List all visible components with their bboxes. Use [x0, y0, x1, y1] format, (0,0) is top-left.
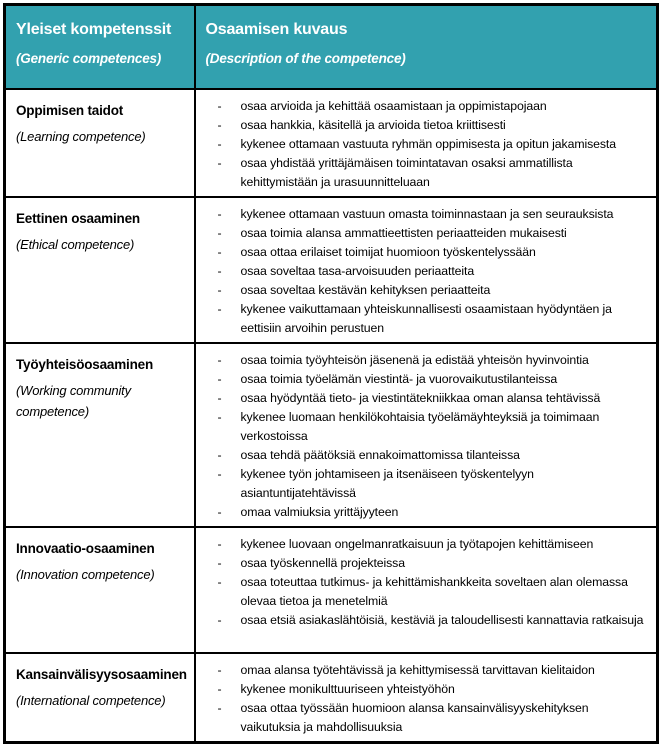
header-subtitle-en: (Description of the competence): [205, 51, 406, 66]
bullet-item: - osaa soveltaa kestävän kehityksen periaatteita: [196, 281, 651, 300]
competence-name-fi: Oppimisen taidot: [16, 102, 124, 118]
bullet-item: - omaa alansa työtehtävissä ja kehittymisessä tarvittavan kielitaidon: [196, 661, 651, 680]
bullet-item: - osaa toteuttaa tutkimus- ja kehittämishankkeita soveltaen alan olemassa olevaa tietoa ja menetelmiä: [196, 573, 651, 611]
bullet-item: - osaa yhdistää yrittäjämäisen toimintatavan osaksi ammatillista kehittymistään ja urasuunnitteluaan: [196, 154, 651, 192]
bullet-item: - kykenee ottamaan vastuun omasta toiminnastaan ja sen seurauksista: [196, 205, 651, 224]
competence-name-en: (Innovation competence): [16, 566, 155, 582]
bullet-item: - osaa arvioida ja kehittää osaamistaan ja oppimistapojaan: [196, 97, 651, 116]
bullet-item: - osaa työskennellä projekteissa: [196, 554, 651, 573]
competence-name-cell: [5, 197, 195, 343]
header-title-fi: Yleiset kompetenssit: [16, 21, 172, 38]
bullet-item: - kykenee ottamaan vastuuta ryhmän oppimisesta ja opitun jakamisesta: [196, 135, 651, 154]
competence-name-cell: [5, 343, 195, 527]
table-row: [5, 527, 658, 653]
header-title-fi: Osaamisen kuvaus: [205, 21, 348, 38]
bullet-item: - kykenee työn johtamiseen ja itsenäiseen työskentelyyn asiantuntijatehtävissä: [196, 465, 651, 503]
bullet-item: - osaa toimia työelämän viestintä- ja vuorovaikutustilanteissa: [196, 370, 651, 389]
table-row: [5, 197, 658, 343]
competence-description-cell: [195, 343, 658, 527]
competence-name-cell: [5, 527, 195, 653]
header-subtitle-en: (Generic competences): [16, 51, 162, 66]
bullet-list: [196, 97, 651, 192]
bullet-item: - osaa toimia työyhteisön jäsenenä ja edistää yhteisön hyvinvointia: [196, 351, 651, 370]
competence-name-en: (International competence): [16, 692, 166, 708]
competence-name-fi: Eettinen osaaminen: [16, 210, 140, 226]
bullet-item: - kykenee monikulttuuriseen yhteistyöhön: [196, 680, 651, 699]
header-cell-description: [195, 5, 658, 89]
bullet-item: - osaa etsiä asiakaslähtöisiä, kestäviä ja taloudellisesti kannattavia ratkaisuja: [196, 611, 651, 630]
competence-name-fi: Innovaatio-osaaminen: [16, 540, 155, 556]
table-row: [5, 343, 658, 527]
bullet-list: [196, 661, 651, 737]
bullet-item: - osaa hankkia, käsitellä ja arvioida tietoa kriittisesti: [196, 116, 651, 135]
competence-name-fi: Kansainvälisyysosaaminen: [16, 666, 187, 682]
bullet-item: - kykenee luomaan henkilökohtaisia työelämäyhteyksiä ja toimimaan verkostoissa: [196, 408, 651, 446]
bullet-item: - osaa ottaa erilaiset toimijat huomioon työskentelyssään: [196, 243, 651, 262]
competence-name-cell: [5, 653, 195, 743]
bullet-item: - kykenee vaikuttamaan yhteiskunnallisesti osaamistaan hyödyntäen ja eettisiin arvoihin perustuen: [196, 300, 651, 338]
bullet-list: [196, 351, 651, 522]
bullet-list: [196, 205, 651, 338]
competence-description-cell: [195, 197, 658, 343]
bullet-item: - osaa soveltaa tasa-arvoisuuden periaatteita: [196, 262, 651, 281]
competence-name-cell: [5, 89, 195, 197]
bullet-item: - omaa valmiuksia yrittäjyyteen: [196, 503, 651, 522]
bullet-item: - kykenee luovaan ongelmanratkaisuun ja työtapojen kehittämiseen: [196, 535, 651, 554]
competence-description-cell: [195, 89, 658, 197]
table-header-row: [5, 5, 658, 89]
competence-table: [3, 3, 659, 744]
bullet-item: - osaa tehdä päätöksiä ennakoimattomissa tilanteissa: [196, 446, 651, 465]
competence-name-en: (Learning competence): [16, 128, 146, 144]
bullet-item: - osaa ottaa työssään huomioon alansa kansainvälisyyskehityksen vaikutuksia ja mahdollisuuksia: [196, 699, 651, 737]
competence-name-fi: Työyhteisöosaaminen: [16, 356, 153, 372]
competence-description-cell: [195, 653, 658, 743]
header-cell-competences: [5, 5, 195, 89]
table-row: [5, 89, 658, 197]
table-row: [5, 653, 658, 743]
bullet-list: [196, 535, 651, 630]
competence-name-en: (Working community competence): [16, 382, 131, 419]
competence-description-cell: [195, 527, 658, 653]
competence-name-en: (Ethical competence): [16, 236, 135, 252]
bullet-item: - osaa toimia alansa ammattieettisten periaatteiden mukaisesti: [196, 224, 651, 243]
bullet-item: - osaa hyödyntää tieto- ja viestintätekniikkaa oman alansa tehtävissä: [196, 389, 651, 408]
